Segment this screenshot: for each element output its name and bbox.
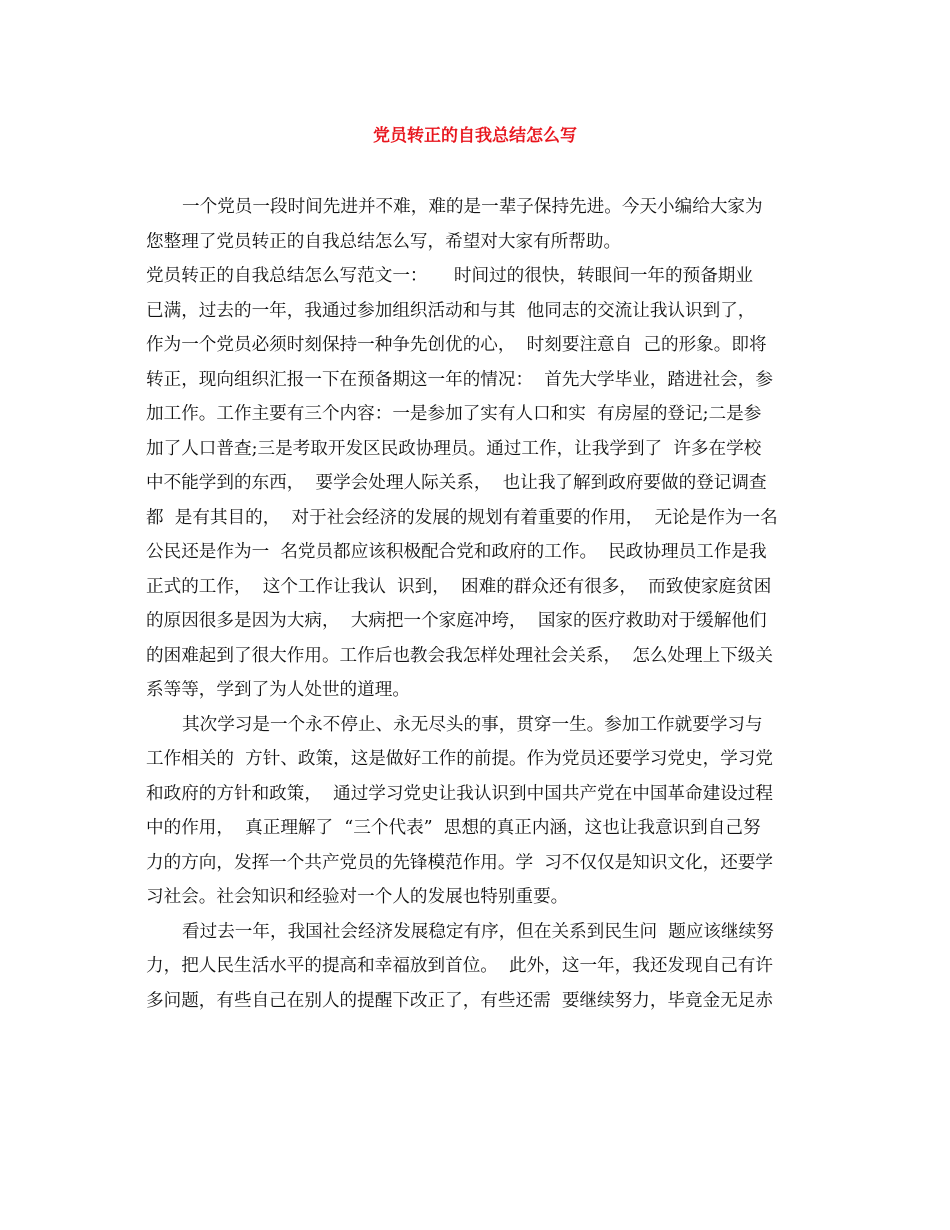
text-line: 系等等，学到了为人处世的道理。 — [146, 680, 410, 700]
text-line: 作为一个党员必须时刻保持一种争先创优的心， 时刻要注意自 己的形象。即将 — [146, 335, 767, 355]
document-body — [146, 190, 816, 1018]
text-line: 力，把人民生活水平的提高和幸福放到首位。 此外，这一年，我还发现自己有许 — [146, 956, 773, 976]
text-line: 您整理了党员转正的自我总结怎么写，希望对大家有所帮助。 — [146, 231, 622, 252]
text-line: 多问题，有些自己在别人的提醒下改正了，有些还需 要继续努力，毕竟金无足赤 — [146, 990, 773, 1011]
text-line: 的困难起到了很大作用。工作后也教会我怎样处理社会关系， 怎么处理上下级关 — [146, 645, 773, 666]
text-line: 正式的工作， 这个工作让我认 识到， 困难的群众还有很多， 而致使家庭贫困 — [146, 576, 772, 597]
text-line: 党员转正的自我总结怎么写范文一： 时间过的很快，转眼间一年的预备期业 — [146, 266, 753, 286]
text-line: 已满，过去的一年，我通过参加组织活动和与其 他同志的交流让我认识到了， — [146, 300, 756, 321]
text-line: 转正，现向组织汇报一下在预备期这一年的情况： 首先大学毕业，踏进社会，参 — [146, 369, 773, 390]
text-line: 和政府的方针和政策， 通过学习党史让我认识到中国共产党在中国革命建设过程 — [146, 783, 773, 804]
text-line: 工作相关的 方针、政策，这是做好工作的前提。作为党员还要学习党史，学习党 — [146, 749, 773, 769]
text-line: 加了人口普查;三是考取开发区民政协理员。通过工作，让我学到了 许多在学校 — [146, 438, 762, 459]
text-line: 公民还是作为一 名党员都应该积极配合党和政府的工作。 民政协理员工作是我 — [146, 542, 767, 562]
text-line: 中不能学到的东西， 要学会处理人际关系， 也让我了解到政府要做的登记调查 — [146, 473, 767, 493]
text-line: 其次学习是一个永不停止、永无尽头的事，贯穿一生。参加工作就要学习与 — [182, 714, 763, 735]
text-line: 力的方向，发挥一个共产党员的先锋模范作用。学 习不仅仅是知识文化，还要学 — [146, 852, 773, 873]
text-line: 中的作用， 真正理解了 “三个代表” 思想的真正内涵，这也让我意识到自己努 — [146, 818, 761, 838]
text-line: 一个党员一段时间先进并不难，难的是一辈子保持先进。今天小编给大家为 — [182, 197, 763, 217]
document-title: 党员转正的自我总结怎么写 — [373, 126, 577, 146]
text-line: 习社会。社会知识和经验对一个人的发展也特别重要。 — [146, 887, 569, 907]
text-line: 加工作。工作主要有三个内容：一是参加了实有人口和实 有房屋的登记;二是参 — [146, 404, 762, 424]
text-line: 的原因很多是因为大病， 大病把一个家庭冲垮， 国家的医疗救助对于缓解他们 — [146, 611, 767, 631]
text-line: 都 是有其目的， 对于社会经济的发展的规划有着重要的作用， 无论是作为一名 — [146, 507, 778, 528]
text-line: 看过去一年，我国社会经济发展稳定有序，但在关系到民生问 题应该继续努 — [182, 921, 774, 942]
